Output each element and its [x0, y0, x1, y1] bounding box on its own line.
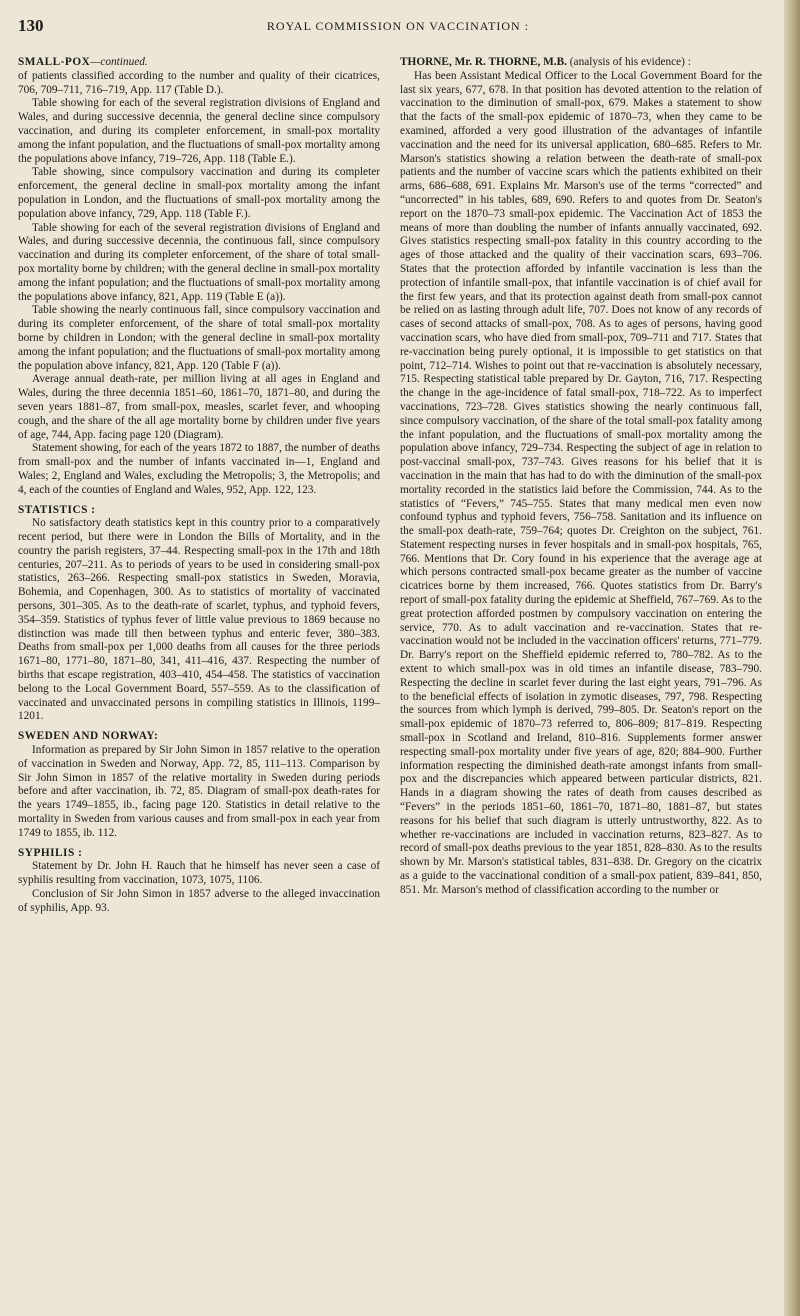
smallpox-paragraph-6: Average annual death-rate, per million living at all ages in England and Wales, during the three decennia 1851–60, 1861–70, 1871–80, and during the seven years 1881–87, from small-pox, measles, scarlet fever, and whooping cough, and the share of the all age mortality borne by children under five years of age, 744, App. facing page 120 (Diagram). — [18, 373, 380, 441]
syphilis-paragraph-2: Conclusion of Sir John Simon in 1857 adverse to the alleged invaccination of syphilis, App. 93. — [18, 888, 380, 914]
syphilis-paragraph-1: Statement by Dr. John H. Rauch that he himself has never seen a case of syphilis resulting from vaccination, 1073, 1075, 1106. — [18, 860, 380, 887]
page-number: 130 — [18, 16, 44, 35]
left-column — [18, 56, 380, 916]
smallpox-heading-label: SMALL-POX — [18, 56, 91, 68]
right-column — [400, 56, 762, 898]
statistics-paragraph: No satisfactory death statistics kept in this country prior to a comparatively recent period, but there were in London the Bills of Mortality, and in the country the parish registers, 37–44. Respecting small-pox in the 17th and 18th centuries, 207–211. As to periods of years to be used in considering small-pox statistics, 263–266. Respecting small-pox statistics in Sweden, Moravia, Bohemia, and Copenhagen, 300. As to statistics of mortality of vaccinated persons, 301–305. As to the death-rate of scarlet, typhus, and typhoid fevers, 354–359. Statistics of typhus fever of little value previous to 1869 because no distinction was made till then between typhus and enteric fever, 380–383. Deaths from small-pox per 1,000 deaths from all causes for the three periods 1671–80, 1771–80, 1871–80, 341, 411–416, 437. Respecting the number of births that escape registration, 403–410, 454–458. The statistics of vaccination belong to the Local Government Board, 557–559. As to the classification of vaccinated and unvaccinated persons in compiling statistics in Illinois, 1199–1201. — [18, 517, 380, 723]
smallpox-paragraph-5: Table showing the nearly continuous fall, since compulsory vaccination and during its completer enforcement, of the share of total small-pox mortality borne by children in London; with the general decline in small-pox mortality among the infant population; and the fluctuations of small-pox mortality among the population above infancy, 821, App. 120 (Table F (a)). — [18, 304, 380, 372]
smallpox-paragraph-4: Table showing for each of the several registration divisions of England and Wales, and during successive decennia, the continuous fall, since compulsory vaccination and during its completer enforcement, of the share of total small-pox mortality borne by children; with the general decline in small-pox mortality among the infant population; and the fluctuations of small-pox mortality among the populations above infancy, 821, App. 119 (Table E (a)). — [18, 221, 380, 303]
thorne-subheading: (analysis of his evidence) : — [566, 56, 691, 68]
smallpox-continued-label: —continued. — [90, 56, 148, 68]
page-edge — [784, 0, 800, 1316]
thorne-evidence-paragraph: Has been Assistant Medical Officer to the Local Government Board for the last six years, 677, 678. In that position has devoted attention to the relation of vaccination to the diminution of small-pox, 679. Makes a statement to show that the facts of the small-pox epidemic of 1870–73, when they came to be examined, afforded a very good illustration of the advantages of infantile vaccination and the need for its universal application, 680–685. Refers to Mr. Marson's statistics showing a relation between the death-rate of small-pox patients and the number of vaccine scars which the patients exhibited on their arms, 686–688, 691. Explains Mr. Marson's use of the terms “corrected” and “uncorrected” in his tables, 689, 690. Refers to and quotes from Dr. Seaton's report on the 1870–73 small-pox epidemic. The Vaccination Act of 1853 the means of more than doubling the number of infants annually vaccinated, 692. Gives statistics respecting small-pox fatality in this country according to the ages of those attacked and the quality of their vaccination scars, 693–706. States that the protection afforded by infantile vaccination is less than the protection of infantile small-pox, that infantile vaccination is of chief avail for the first few years, and that its protection against death from small-pox cannot be relied on as lasting through adult life, 707. Does not know of any records of cases of second attacks of small-pox, 708. As to ages of persons, having good vaccination scars, who have died from small-pox, 709–711 and 717. States that re-vaccination being purely optional, it is impossible to get statistics on that point, 712–714. Wishes to point out that re-vaccination is absolutely necessary, 715. Respecting statistical table prepared by Dr. Gayton, 716, 717. Respecting the change in the age-incidence of fatal small-pox, 718–722. As to imperfect vaccinations, 723–728. Gives statistics showing the nearly continuous fall, since compulsory vaccination, of the share of the total small-pox fatality among the infant population, and the fluctuations of small-pox mortality among the population above infancy, 729–734. Respecting the subject of age in relation to post-vaccinal small-pox, 737–743. Gives reasons for his belief that it is vaccination in the main that has had to do with the diminution of the small-pox mortality recorded in the statistics laid before the Commission, 744. As to the statistics of “Fevers,” 745–755. States that many medical men even now confound typhus and typhoid fevers, 756–758. Sanitation and its influence on the small-pox death-rate, 759–764; quotes Dr. Creighton on the subject, 761. Statement respecting nurses in fever hospitals and in small-pox hospitals, 765, 766. Mentions that Dr. Cory found in his experience that the average age at which persons contracted small-pox became greater as the number of vaccine cicatrices borne by them increased, 766. Quotes statistics from Dr. Barry's report of small-pox fatality during the epidemic at Sheffield, 767–769. As to the great protection afforded postmen by compulsory vaccination on entering the service, 770. As to adult vaccination and re-vaccination. States that re-vaccination would not be included in the vaccination officers' returns, 771–779. Dr. Barry's report on the Sheffield epidemic referred to, 780–782. As to the extent to which small-pox was in old times an infantile disease, 783–790. Respecting the decline in scarlet fever during the last eight years, 791–796. As to the beneficial effects of isolation in zymotic diseases, 797, 798. Respecting the sources from which lymph is derived, 799–805. Dr. Seaton's report on the small-pox epidemic of 1870–73 referred to, 806–809; 817–819. Respecting small-pox in Scotland and Ireland, 810–816. Supplements former answer respecting small-pox mortality under five years of age, 820; 884–900. Further information respecting the diminished death-rate amongst infants from small-pox and the discrepancies which appeared between particular districts, 821. Hands in a diagram showing the rates of death from causes described as “Fevers” in the periods 1851–60, 1861–70, 1871–80, 1881–87, but states reasons for his belief that such diagram is utterly untrustworthy, 822. As to whether re-vaccinations are included in vaccination returns, 823–827. As to record of small-pox deaths previous to the year 1851, 828–830. As to the results shown by Mr. Marson's statistical tables, 831–838. Dr. Gregory on the cicatrix as a guide to the vaccinational condition of a small-pox patient, 839–841, 850, 851. Mr. Marson's method of classification according to the number or — [400, 69, 762, 896]
smallpox-paragraph-3: Table showing, since compulsory vaccination and during its completer enforcement, the general decline in small-pox mortality among the infant population in London, and the fluctuations of small-pox mortality among the population above infancy, 729, App. 118 (Table F.). — [18, 166, 380, 220]
running-head: ROYAL COMMISSION ON VACCINATION : — [266, 19, 530, 33]
sweden-norway-paragraph: Information as prepared by Sir John Simon in 1857 relative to the operation of vaccination in Sweden and Norway, App. 72, 85, 111–113. Comparison by Sir John Simon in 1857 of the relative mortality in Sweden during periods before and after vaccination, ib. 72, 85. Diagram of small-pox death-rates for the years 1749–1855, ib., facing page 120. Statistics in detail relative to the mortality in Sweden from various causes and from small-pox in each year from 1749 to 1855, ib. 112. — [18, 744, 380, 839]
smallpox-paragraph-1: of patients classified according to the number and quality of their cicatrices, 706, 709–711, 716–719, App. 117 (Table D.). — [18, 69, 380, 96]
sweden-norway-heading: SWEDEN AND NORWAY: — [18, 730, 159, 743]
syphilis-heading: SYPHILIS : — [18, 846, 83, 859]
page-header — [18, 16, 778, 38]
thorne-name: THORNE, Mr. R. THORNE, M.B. — [400, 56, 567, 68]
smallpox-heading — [18, 56, 380, 70]
smallpox-paragraph-7: Statement showing, for each of the years 1872 to 1887, the number of deaths from small-pox and the number of infants vaccinated in—1, England and Wales; 2, England and Wales, excluding the Metropolis; 3, the Metropolis; and 4, each of the counties of England and Wales, 952, App. 122, 123. — [18, 442, 380, 496]
thorne-heading — [400, 56, 762, 70]
smallpox-paragraph-2: Table showing for each of the several registration divisions of England and Wales, and during successive decennia, the general decline since compulsory vaccination, and during its completer enforcement, in small-pox mortality among the infant population, and the fluctuations of small-pox mortality among the populations above infancy, 719–726, App. 118 (Table E.). — [18, 97, 380, 165]
statistics-heading: STATISTICS : — [18, 503, 96, 516]
